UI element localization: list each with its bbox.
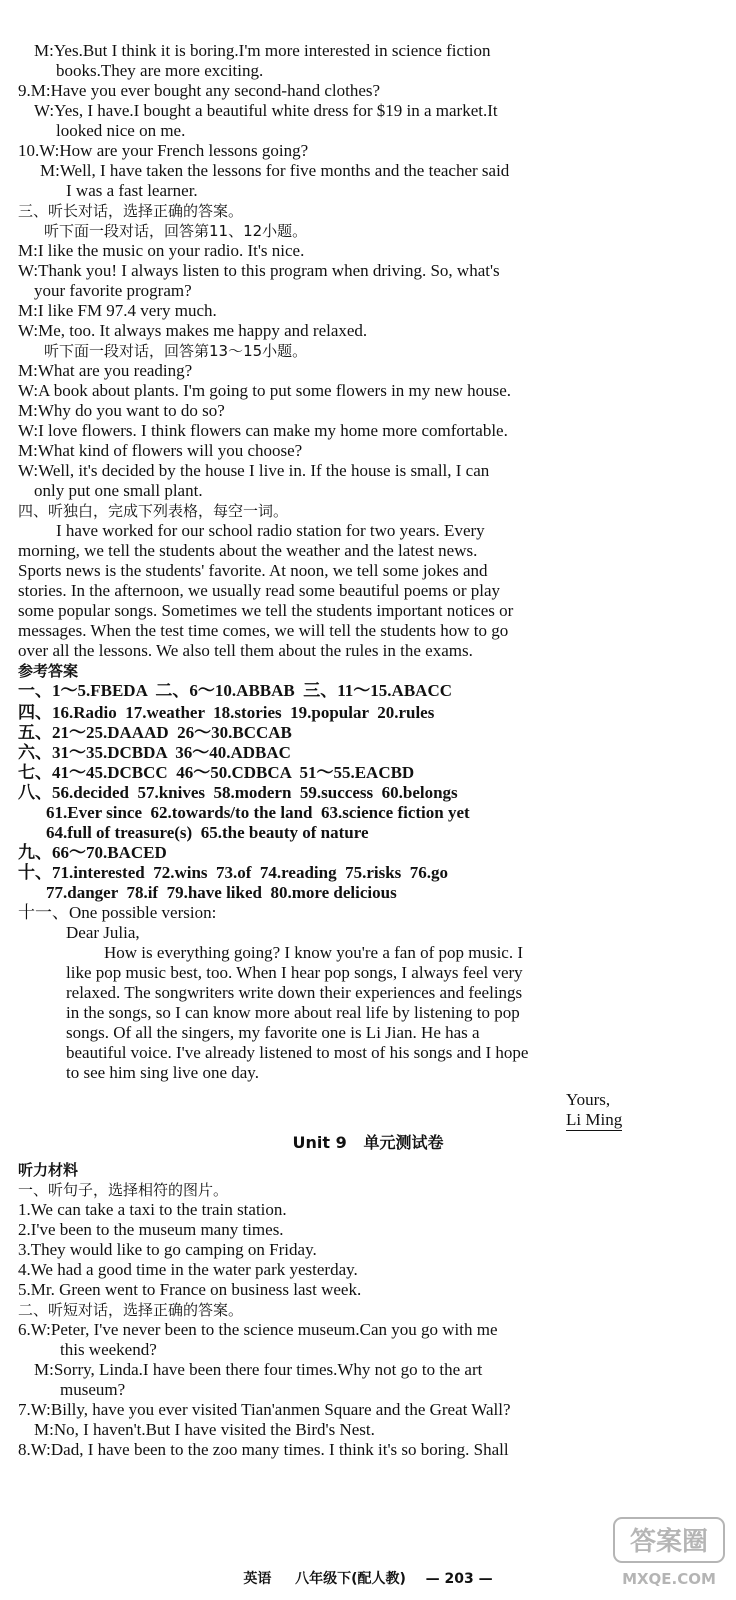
letter-signature: [0, 1110, 736, 1131]
text-line: 8.W:Dad, I have been to the zoo many times. I think it's so boring. Shall: [18, 1440, 509, 1459]
answer-line: 十、71.interested 72.wins 73.of 74.reading 75.risks 76.go: [18, 863, 449, 882]
answer-line: 四、16.Radio 17.weather 18.stories 19.popular 20.rules: [18, 703, 435, 722]
text-line: W:Yes, I have.I bought a beautiful white dress for $19 in a market.It: [34, 101, 498, 120]
letter-line: like pop music best, too. When I hear pop songs, I always feel very: [66, 963, 523, 982]
answer-line: 八、56.decided 57.knives 58.modern 59.success 60.belongs: [18, 783, 458, 802]
text-line: 6.W:Peter, I've never been to the science museum.Can you go with me: [18, 1320, 498, 1339]
text-line: 4.We had a good time in the water park yesterday.: [18, 1260, 358, 1279]
text-line: M:What are you reading?: [18, 361, 193, 380]
text-line: books.They are more exciting.: [56, 61, 264, 80]
letter-salutation: Dear Julia,: [66, 923, 140, 942]
answer-line: 64.full of treasure(s) 65.the beauty of nature: [46, 823, 369, 842]
text-line: M:No, I haven't.But I have visited the Bird's Nest.: [34, 1420, 375, 1439]
text-line: M:I like the music on your radio. It's nice.: [18, 241, 305, 260]
text-line: I was a fast learner.: [66, 181, 198, 200]
text-line: museum?: [60, 1380, 126, 1399]
section-heading: 二、听短对话，选择正确的答案。: [18, 1301, 244, 1319]
answer-line: 九、66～70.BACED: [18, 843, 167, 862]
answer-key-heading: 参考答案: [18, 662, 79, 680]
letter-line: songs. Of all the singers, my favorite one is Li Jian. He has a: [66, 1023, 480, 1042]
section-heading: 一、听句子，选择相符的图片。: [18, 1181, 229, 1199]
text-line: only put one small plant.: [34, 481, 203, 500]
footer-grade: 八年级下(配人教): [295, 1571, 406, 1587]
text-line: M:Well, I have taken the lessons for five months and the teacher said: [40, 161, 510, 180]
section-heading: 四、听独白，完成下列表格，每空一词。: [18, 502, 289, 520]
answer-line: 十一、One possible version:: [18, 903, 217, 922]
text-line: W:Thank you! I always listen to this program when driving. So, what's: [18, 261, 500, 280]
text-line: looked nice on me.: [56, 121, 186, 140]
text-line: Sports news is the students' favorite. At noon, we tell some jokes and: [18, 561, 488, 580]
text-line: messages. When the test time comes, we will tell the students how to go: [18, 621, 509, 640]
footer-page-number: — 203 —: [425, 1571, 493, 1587]
watermark-url: MXQE.COM: [622, 1570, 716, 1588]
text-line: over all the lessons. We also tell them about the rules in the exams.: [18, 641, 473, 660]
letter-line: beautiful voice. I've already listened to most of his songs and I hope: [66, 1043, 529, 1062]
letter-line: relaxed. The songwriters write down their experiences and feelings: [66, 983, 523, 1002]
text-line: W:Me, too. It always makes me happy and relaxed.: [18, 321, 368, 340]
answer-line: 77.danger 78.if 79.have liked 80.more delicious: [46, 883, 397, 902]
instruction-line: 听下面一段对话，回答第11、12小题。: [44, 222, 308, 240]
answer-line: 五、21～25.DAAAD 26～30.BCCAB: [18, 723, 292, 742]
text-line: 5.Mr. Green went to France on business last week.: [18, 1280, 362, 1299]
text-line: M:Why do you want to do so?: [18, 401, 225, 420]
letter-closing: Yours,: [566, 1090, 611, 1109]
instruction-line: 听下面一段对话，回答第13～15小题。: [44, 342, 308, 360]
text-line: stories. In the afternoon, we usually read some beautiful poems or play: [18, 581, 501, 600]
letter-line: How is everything going? I know you're a fan of pop music. I: [104, 943, 523, 962]
text-line: 2.I've been to the museum many times.: [18, 1220, 284, 1239]
watermark-logo: [610, 1514, 728, 1594]
text-line: 9.M:Have you ever bought any second-hand clothes?: [18, 81, 381, 100]
text-line: morning, we tell the students about the weather and the latest news.: [18, 541, 478, 560]
signature-text: Li Ming: [566, 1110, 623, 1129]
text-line: M:Yes.But I think it is boring.I'm more interested in science fiction: [34, 41, 491, 60]
answer-line: 一、1～5.FBEDA 二、6～10.ABBAB 三、11～15.ABACC: [18, 681, 453, 700]
answer-line: 61.Ever since 62.towards/to the land 63.science fiction yet: [46, 803, 470, 822]
answer-line: 六、31～35.DCBDA 36～40.ADBAC: [18, 743, 291, 762]
text-line: 7.W:Billy, have you ever visited Tian'anmen Square and the Great Wall?: [18, 1400, 511, 1419]
text-line: W:Well, it's decided by the house I live in. If the house is small, I can: [18, 461, 490, 480]
text-line: W:I love flowers. I think flowers can make my home more comfortable.: [18, 421, 508, 440]
section-heading: 三、听长对话，选择正确的答案。: [18, 202, 244, 220]
text-line: 3.They would like to go camping on Friday.: [18, 1240, 317, 1259]
text-line: M:What kind of flowers will you choose?: [18, 441, 303, 460]
letter-line: to see him sing live one day.: [66, 1063, 259, 1082]
footer-subject: 英语: [243, 1571, 272, 1587]
unit-title: Unit 9 单元测试卷: [292, 1133, 444, 1152]
letter-line: in the songs, so I can know more about real life by listening to pop: [66, 1003, 520, 1022]
text-line: some popular songs. Sometimes we tell the students important notices or: [18, 601, 514, 620]
answer-line: 七、41～45.DCBCC 46～50.CDBCA 51～55.EACBD: [18, 763, 415, 782]
listening-heading: 听力材料: [18, 1161, 79, 1179]
text-line: W:A book about plants. I'm going to put some flowers in my new house.: [18, 381, 512, 400]
text-line: your favorite program?: [34, 281, 192, 300]
text-line: M:I like FM 97.4 very much.: [18, 301, 217, 320]
text-line: M:Sorry, Linda.I have been there four times.Why not go to the art: [34, 1360, 483, 1379]
text-line: 1.We can take a taxi to the train station.: [18, 1200, 287, 1219]
watermark-graphic: [610, 1514, 728, 1594]
watermark-title: 答案圈: [629, 1527, 709, 1557]
text-line: 10.W:How are your French lessons going?: [18, 141, 309, 160]
text-line: I have worked for our school radio station for two years. Every: [56, 521, 485, 540]
text-line: this weekend?: [60, 1340, 157, 1359]
